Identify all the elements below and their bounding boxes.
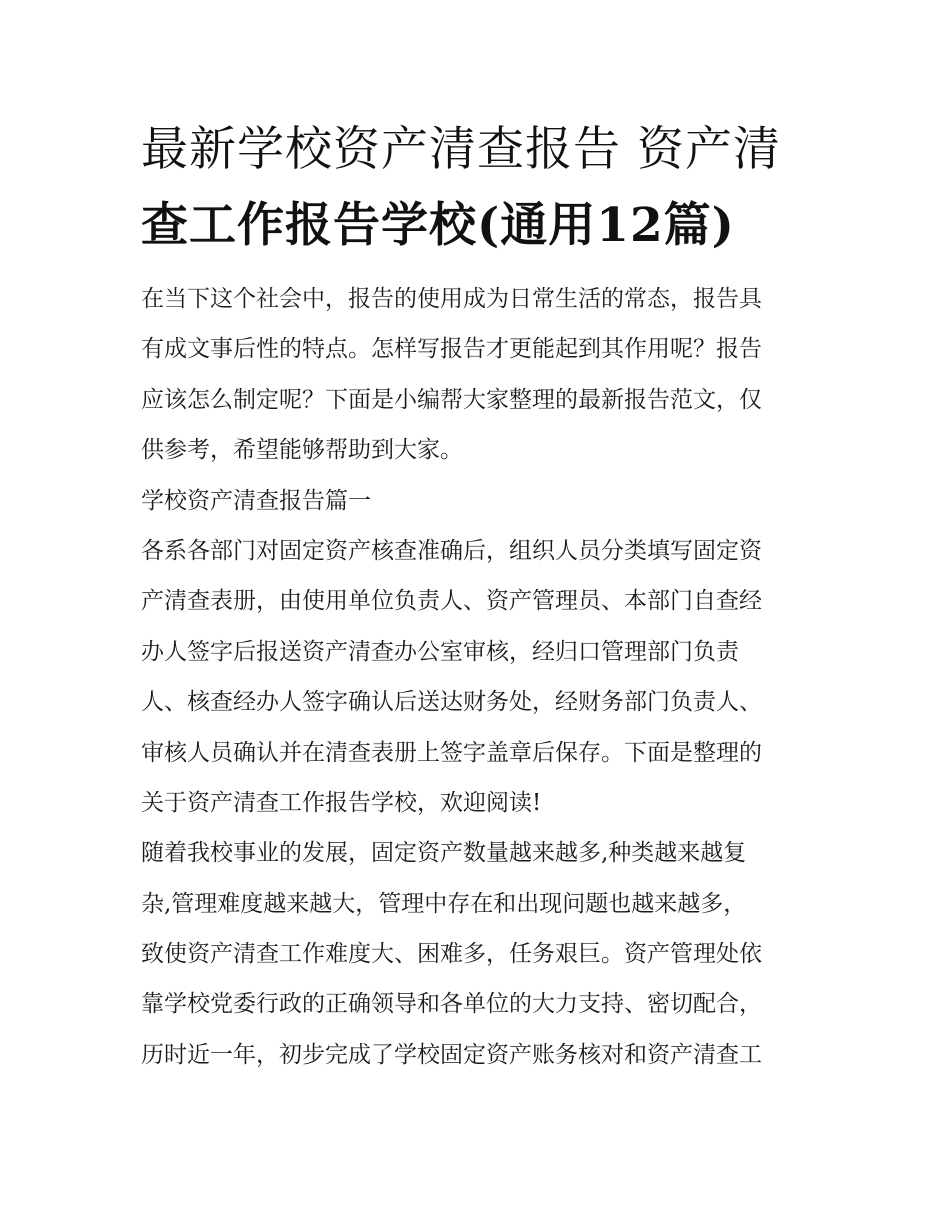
body-line: 产清查表册，由使用单位负责人、资产管理员、本部门自查经: [141, 588, 762, 615]
body-line: 历时近一年，初步完成了学校固定资产账务核对和资产清查工: [141, 1041, 762, 1068]
body-line: 供参考，希望能够帮助到大家。: [141, 437, 463, 464]
body-line: 应该怎么制定呢？下面是小编帮大家整理的最新报告范文，仅: [141, 386, 762, 413]
body-line: 致使资产清查工作难度大、困难多，任务艰巨。资产管理处依: [141, 941, 762, 968]
body-line: 人、核查经办人签字确认后送达财务处，经财务部门负责人、: [141, 689, 762, 716]
body-line: 有成文事后性的特点。怎样写报告才更能起到其作用呢？报告: [141, 336, 762, 363]
document-title: [141, 112, 813, 264]
section-heading: 学校资产清查报告篇一: [141, 487, 371, 514]
document-page: [141, 112, 813, 1080]
title-line-1: 最新学校资产清查报告 资产清: [141, 122, 781, 177]
body-line: 办人签字后报送资产清查办公室审核，经归口管理部门负责: [141, 638, 739, 665]
body-line: 审核人员确认并在清查表册上签字盖章后保存。下面是整理的: [141, 739, 762, 766]
document-body: [141, 274, 813, 1080]
title-line-2: 查工作报告学校(通用12篇): [141, 198, 735, 253]
body-line: 杂,管理难度越来越大，管理中存在和出现问题也越来越多，: [141, 890, 747, 917]
body-line: 靠学校党委行政的正确领导和各单位的大力支持、密切配合，: [141, 991, 762, 1018]
body-line: 关于资产清查工作报告学校，欢迎阅读!: [141, 789, 542, 816]
body-line: 各系各部门对固定资产核查准确后，组织人员分类填写固定资: [141, 537, 762, 564]
body-line: 在当下这个社会中，报告的使用成为日常生活的常态，报告具: [141, 286, 762, 312]
body-line: 随着我校事业的发展，固定资产数量越来越多,种类越来越复: [141, 840, 747, 867]
